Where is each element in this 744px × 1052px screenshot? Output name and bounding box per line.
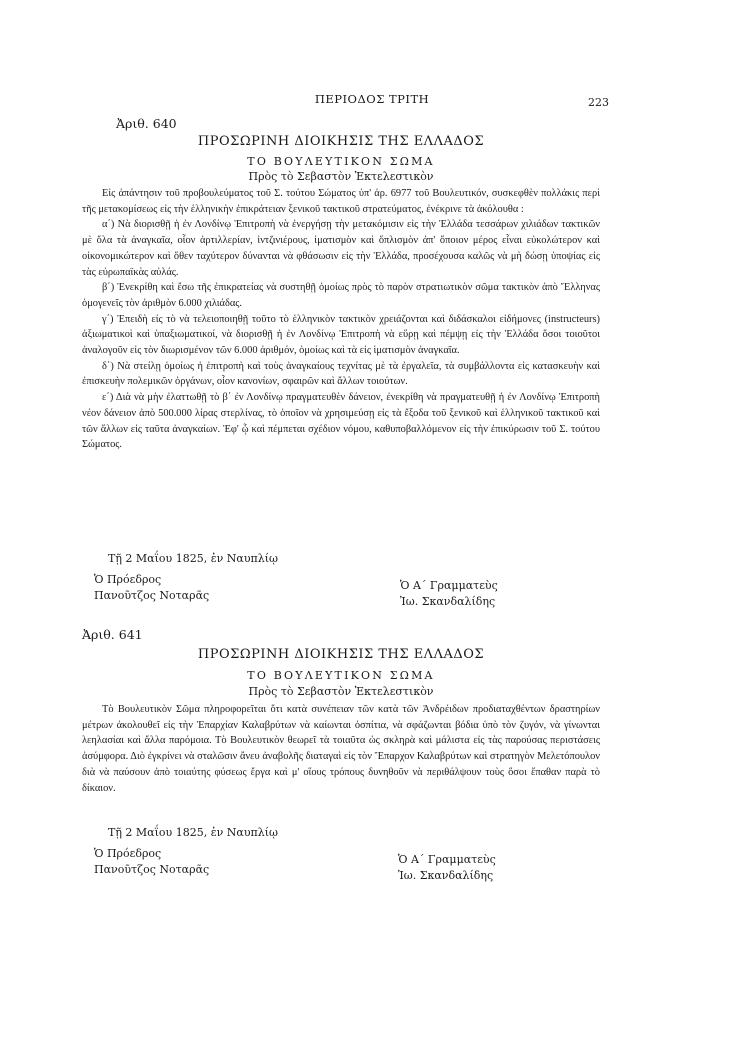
document-title: ΠΡΟΣΩΡΙΝΗ ΔΙΟΙΚΗΣΙΣ ΤΗΣ ΕΛΛΑΔΟΣ	[197, 647, 485, 662]
secretary-signature	[400, 578, 498, 610]
date-line: Τῇ 2 Μαΐου 1825, ἐν Ναυπλίῳ	[108, 552, 279, 565]
document-title: ΠΡΟΣΩΡΙΝΗ ΔΙΟΙΚΗΣΙΣ ΤΗΣ ΕΛΛΑΔΟΣ	[197, 134, 485, 149]
document-number: Ἀριθ. 640	[116, 116, 177, 131]
paragraph: Εἰς ἀπάντησιν τοῦ προβουλεύματος τοῦ Σ. τούτου Σώματος ὑπ' ἀρ. 6977 τοῦ Βουλευτικόν, συσκεφθὲν πολλάκις περὶ τῆς μετακομίσεως εἰς τὴν ἑλληνικὴν ἐπικράτειαν ξενικοῦ τακτικοῦ στρατεύματος, ἐνέκρινε τὰ ἀκόλουθα :	[82, 188, 600, 215]
secretary-name: Ἰω. Σκανδαλίδης	[398, 869, 494, 882]
president-title: Ὁ Πρόεδρος	[94, 847, 162, 860]
paragraph: ε΄) Διὰ νὰ μὴν ἐλαττωθῇ τὸ β΄ ἐν Λονδίνῳ πραγματευθὲν δάνειον, ἐνεκρίθη νὰ πραγματευθῇ ἡ ἐν Λονδίνῳ Ἐπιτροπὴ νέον δάνειον ἀπὸ 500.000 λίρας στερλίνας, τὸ ὁποῖον νὰ χρησιμεύσῃ εἰς τὰ ἔξοδα τοῦ ξενικοῦ καὶ ἑλληνικοῦ τακτικοῦ καὶ τῶν ἄλλων εἰς ταῦτα ἀναγκαίων. Ἐφ' ᾧ καὶ πέμπεται σχέδιον νόμου, καθυποβαλλόμενον εἰς τὴν ἐπικύρωσιν τοῦ Σ. τούτου Σώματος.	[82, 392, 600, 451]
addressee: Πρὸς τὸ Σεβαστὸν Ἐκτελεστικὸν	[248, 170, 434, 183]
document-body	[82, 702, 600, 796]
running-head: ΠΕΡΙΟΔΟΣ ΤΡΙΤΗ	[314, 92, 430, 106]
president-title: Ὁ Πρόεδρος	[94, 573, 162, 586]
paragraph: δ΄) Νὰ στείλῃ ὁμοίως ἡ ἐπιτροπὴ καὶ τοὺς ἀναγκαίους τεχνίτας μὲ τὰ ἐργαλεῖα, τὰ συμβάλλοντα εἰς κατασκευὴν καὶ ἐπισκευὴν πολεμικῶν ὀργάνων, οἷον κανονίων, σφαιρῶν καὶ ἄλλων τοιούτων.	[82, 360, 600, 388]
issuing-body: ΤΟ ΒΟΥΛΕΥΤΙΚΟΝ ΣΩΜΑ	[247, 669, 435, 682]
document-body	[82, 186, 600, 453]
paragraph: β΄) Ἐνεκρίθη καὶ ἔσω τῆς ἐπικρατείας νὰ συστηθῇ ὁμοίως πρὸς τὸ παρὸν στρατιωτικὸν σῶμα τακτικὸν ἀπὸ Ἕλληνας ὁμογενεῖς τὸν ἀριθμὸν 6.000 χιλιάδας.	[82, 282, 600, 309]
page-number: 223	[588, 96, 609, 109]
date-line: Τῇ 2 Μαΐου 1825, ἐν Ναυπλίῳ	[108, 826, 279, 839]
president-name: Πανοῦτζος Νοταρᾶς	[94, 863, 210, 876]
addressee: Πρὸς τὸ Σεβαστὸν Ἐκτελεστικὸν	[248, 685, 434, 698]
paragraph: Τὸ Βουλευτικὸν Σῶμα πληροφορεῖται ὅτι κατὰ συνέπειαν τῶν κατὰ τῶν Ἀνδρέιδων προδιαταχθέντων δραστηρίων μέτρων ἀκολουθεῖ εἰς τὴν Ἐπαρχίαν Καλαβρύτων νὰ καίωνται ὀσπίτια, νὰ σφάζωνται βόδια ὑπὸ τὸν ζυγόν, νὰ γίνωνται λεηλασίαι καὶ ἄλλα παρόμοια. Τὸ Βουλευτικὸν θεωρεῖ τὰ τοιαῦτα ὡς σκληρὰ καὶ μάλιστα εἰς τὰς παρούσας περιστάσεις ἀσύμφορα. Διὸ ἐγκρίνει νὰ σταλῶσιν ἄνευ ἀναβολῆς διαταγαὶ εἰς τὸν Ἔπαρχον Καλαβρύτων καὶ στρατηγὸν Μελετόπουλον διὰ νὰ παύσουν ἀπὸ τοιαύτης φύσεως ἔργα καὶ μ' οἵους τρόπους δυνηθοῦν νὰ περιθάλψουν τοὺς ὅσοι ἔπαθαν παρὰ τὸ δίκαιον.	[82, 704, 600, 794]
document-number: Ἀριθ. 641	[82, 627, 143, 642]
secretary-title: Ὁ Α΄ Γραμματεὺς	[400, 579, 498, 592]
secretary-signature	[398, 852, 496, 884]
paragraph: α΄) Νὰ διορισθῇ ἡ ἐν Λονδίνῳ Ἐπιτροπὴ νὰ ἐνεργήσῃ τὴν μετακόμισιν εἰς τὴν Ἑλλάδα τεσσάρων χιλιάδων τακτικῶν μὲ ὅλα τὰ ἀναγκαῖα, οἷον ἀρτιλλερίαν, ἰντζινιέρους, ἱματισμὸν καὶ ὅπλισμὸν ἀπ' ὅποιον μέρος εἶναι εὐκολώτερον καὶ οἰκονομικώτερον καὶ ὅθεν ταχύτερον δύνανται νὰ φθάσωσιν εἰς τὴν Ἑλλάδα, προσέχουσα καλῶς νὰ μὴ δώσῃ ὑποψίας εἰς τὰς εὐρωπαϊκὰς αὐλάς.	[82, 219, 600, 278]
president-signature	[94, 846, 209, 878]
secretary-name: Ἰω. Σκανδαλίδης	[400, 595, 496, 608]
paragraph: γ΄) Ἐπειδὴ εἰς τὸ νὰ τελειοποιηθῇ τοῦτο τὸ ἑλληνικὸν τακτικὸν χρειάζονται καὶ διδάσκαλοι εἰδήμονες (instructeurs) ἀξιωματικοὶ καὶ ὑπαξιωματικοί, νὰ διορισθῇ ἡ ἐν Λονδίνῳ Ἐπιτροπὴ νὰ εὕρῃ καὶ πέμψῃ εἰς τὴν Ἑλλάδα ὅσοι τοιοῦτοι ἀναλογοῦν εἰς τὸν διωρισμένον τῶν 6.000 ἀριθμόν, ὁμοίως καὶ τὰ εἰς ἱματισμὸν ἀναγκαῖα.	[82, 313, 600, 357]
issuing-body: ΤΟ ΒΟΥΛΕΥΤΙΚΟΝ ΣΩΜΑ	[247, 155, 435, 168]
secretary-title: Ὁ Α΄ Γραμματεὺς	[398, 853, 496, 866]
president-name: Πανοῦτζος Νοταρᾶς	[94, 589, 210, 602]
president-signature	[94, 572, 209, 604]
